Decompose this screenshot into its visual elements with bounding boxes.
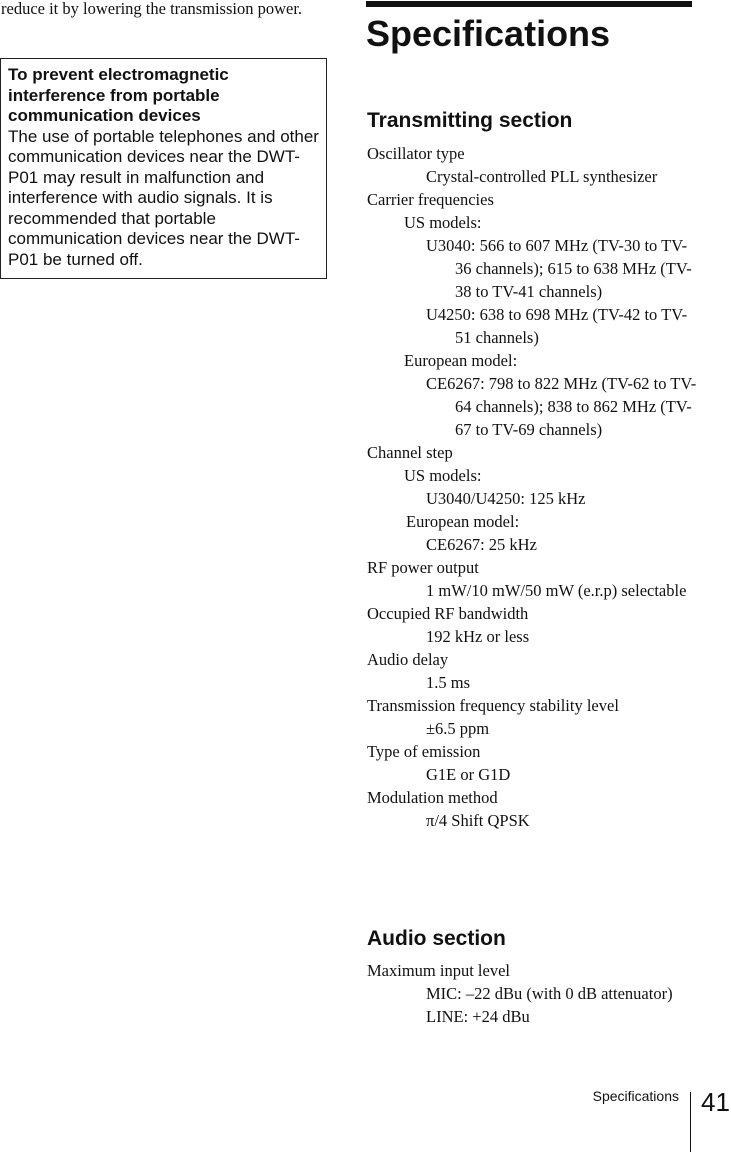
- spec-sublabel: US models:: [404, 213, 482, 232]
- spec-label: RF power output: [367, 558, 479, 577]
- spec-label: Occupied RF bandwidth: [367, 604, 529, 623]
- spec-value: U3040/U4250: 125 kHz: [426, 489, 586, 508]
- transmitting-spec-list: [367, 142, 697, 832]
- spec-value: Crystal-controlled PLL synthesizer: [426, 167, 658, 186]
- spec-value: ±6.5 ppm: [426, 719, 490, 738]
- left-column: [0, 0, 327, 19]
- page-title: Specifications: [366, 13, 611, 54]
- spec-sublabel: US models:: [404, 466, 482, 485]
- title-rule: [366, 1, 692, 7]
- spec-value: CE6267: 25 kHz: [426, 535, 537, 554]
- audio-spec-list: [367, 959, 697, 1028]
- spec-label: Carrier frequencies: [367, 190, 494, 209]
- spec-value: U3040: 566 to 607 MHz (TV-30 to TV-36 channels); 615 to 638 MHz (TV-38 to TV-41 channels): [426, 236, 692, 301]
- spec-value: 1 mW/10 mW/50 mW (e.r.p) selectable: [426, 581, 687, 600]
- intro-text: reduce it by lowering the transmission power.: [1, 0, 303, 18]
- spec-label: Audio delay: [367, 650, 449, 669]
- notice-title: To prevent electromagnetic interference from portable communication devices: [8, 65, 229, 125]
- spec-value: U4250: 638 to 698 MHz (TV-42 to TV-51 channels): [426, 305, 688, 347]
- spec-sublabel: European model:: [404, 351, 518, 370]
- spec-value: CE6267: 798 to 822 MHz (TV-62 to TV-64 channels); 838 to 862 MHz (TV-67 to TV-69 channels): [426, 374, 697, 439]
- spec-value: MIC: –22 dBu (with 0 dB attenuator): [426, 984, 673, 1003]
- audio-heading: Audio section: [367, 927, 506, 950]
- footer-section-label: Specifications: [592, 1088, 679, 1104]
- spec-label: Type of emission: [367, 742, 481, 761]
- transmitting-heading: Transmitting section: [367, 109, 573, 132]
- footer-divider: [690, 1092, 691, 1152]
- spec-value: G1E or G1D: [426, 765, 511, 784]
- spec-value: LINE: +24 dBu: [426, 1007, 530, 1026]
- notice-body: The use of portable telephones and other communication devices near the DWT-P01 may result in malfunction and interference with audio signals. It is recommended that portable communication devices near the DWT-P01 be turned off.: [8, 126, 319, 269]
- page-number: 41: [701, 1087, 730, 1117]
- spec-label: Oscillator type: [367, 144, 465, 163]
- spec-label: Modulation method: [367, 788, 498, 807]
- spec-label: Maximum input level: [367, 961, 510, 980]
- notice-box: [0, 58, 327, 279]
- spec-value: π/4 Shift QPSK: [426, 811, 530, 830]
- spec-label: Transmission frequency stability level: [367, 696, 619, 715]
- spec-sublabel: European model:: [406, 512, 520, 531]
- spec-value: 1.5 ms: [426, 673, 471, 692]
- spec-label: Channel step: [367, 443, 453, 462]
- spec-value: 192 kHz or less: [426, 627, 530, 646]
